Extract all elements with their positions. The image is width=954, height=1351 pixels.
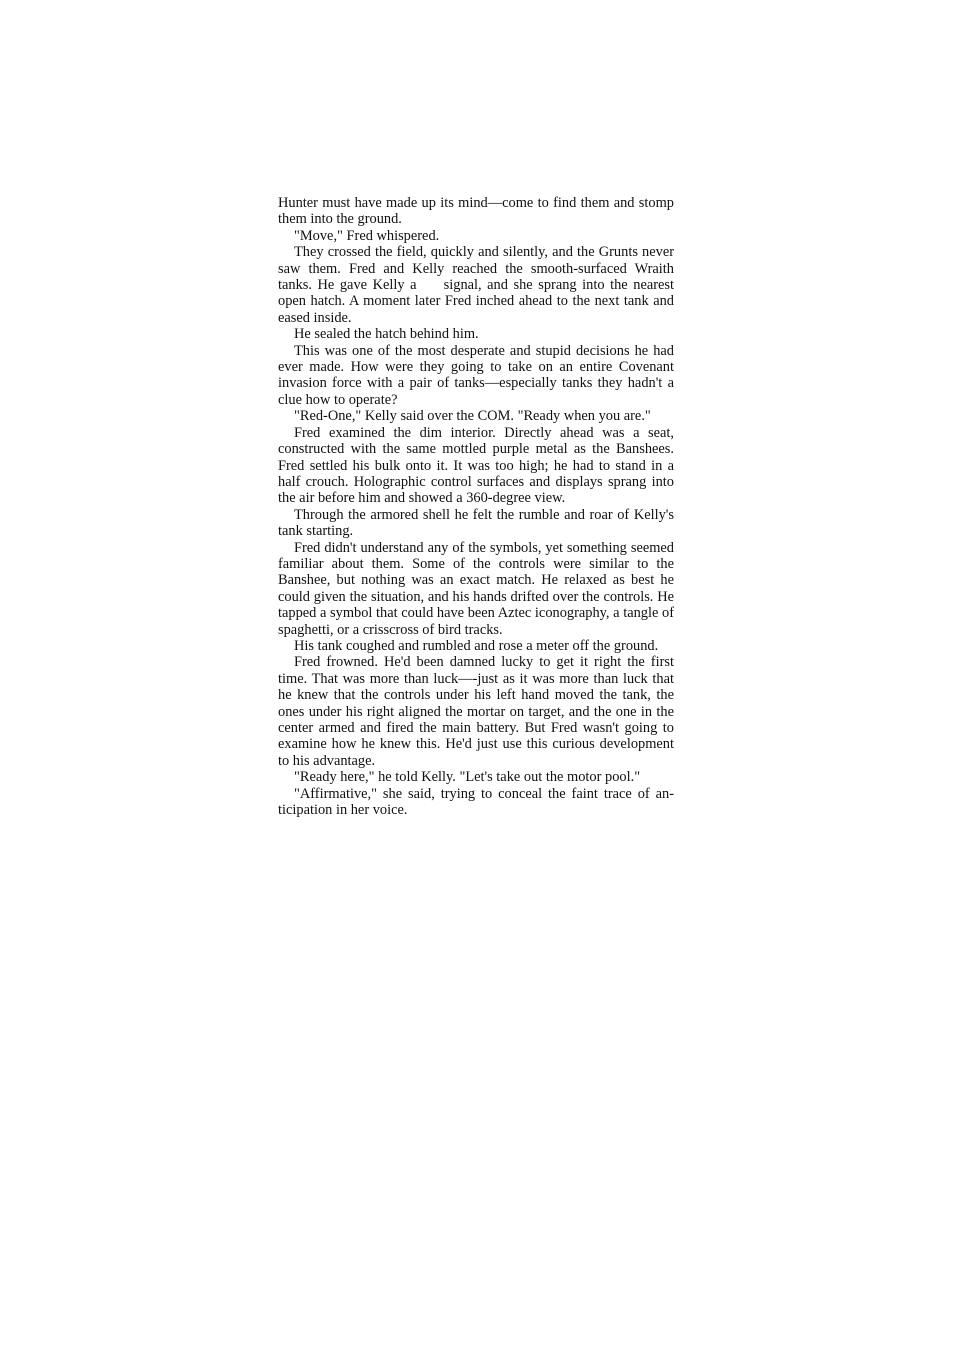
- paragraph: Through the armored shell he felt the rumble and roar of Kelly's tank starting.: [278, 506, 674, 540]
- paragraph: Fred examined the dim interior. Directly ahead was a seat, constructed with the same mottled purple metal as the Banshees. Fred settled his bulk onto it. It was too high; he had to stand in a half crouch. Holographic control surfaces and displays sprang into the air before him and showed a 360-degree view.: [278, 424, 674, 507]
- paragraph: "Move," Fred whispered.: [294, 227, 440, 244]
- body-text: [278, 195, 674, 818]
- paragraph: "Ready here," he told Kelly. "Let's take out the motor pool.": [294, 769, 641, 786]
- paragraph: Hunter must have made up its mind—come to find them and stomp them into the ground.: [278, 195, 674, 228]
- paragraph: His tank coughed and rumbled and rose a meter off the ground.: [294, 637, 659, 654]
- paragraph: This was one of the most desperate and stupid decisions he had ever made. How were they going to take on an entire Covenant invasion force with a pair of tanks—especially tanks they hadn't a clue how to operate?: [278, 342, 674, 408]
- paragraph: They crossed the field, quickly and silently, and the Grunts never saw them. Fred and Kelly reached the smooth-surfaced Wraith tanks. He gave Kelly a signal, and she sprang into the nearest open hatch. A moment later Fred inched ahead to the next tank and eased inside.: [278, 244, 674, 326]
- paragraph: Fred didn't understand any of the symbols, yet something seemed familiar about them. Some of the controls were similar to the Banshee, but nothing was an exact match. He relaxed as best he could given the situation, and his hands drifted over the controls. He tapped a symbol that could have been Aztec iconography, a tangle of spaghetti, or a crisscross of bird tracks.: [278, 539, 674, 638]
- paragraph: He sealed the hatch behind him.: [294, 326, 479, 343]
- paragraph: "Affirmative," she said, trying to conceal the faint trace of anticipation in her voice.: [278, 785, 674, 819]
- paragraph: "Red-One," Kelly said over the COM. "Ready when you are.": [294, 408, 651, 425]
- paragraph: Fred frowned. He'd been damned lucky to get it right the first time. That was more than luck—-just as it was more than luck that he knew that the controls under his left hand moved the tank, the ones under his right aligned the mortar on target, and the one in the center armed and fired the main battery. But Fred wasn't going to examine how he knew this. He'd just use this curious development to his advantage.: [278, 654, 674, 769]
